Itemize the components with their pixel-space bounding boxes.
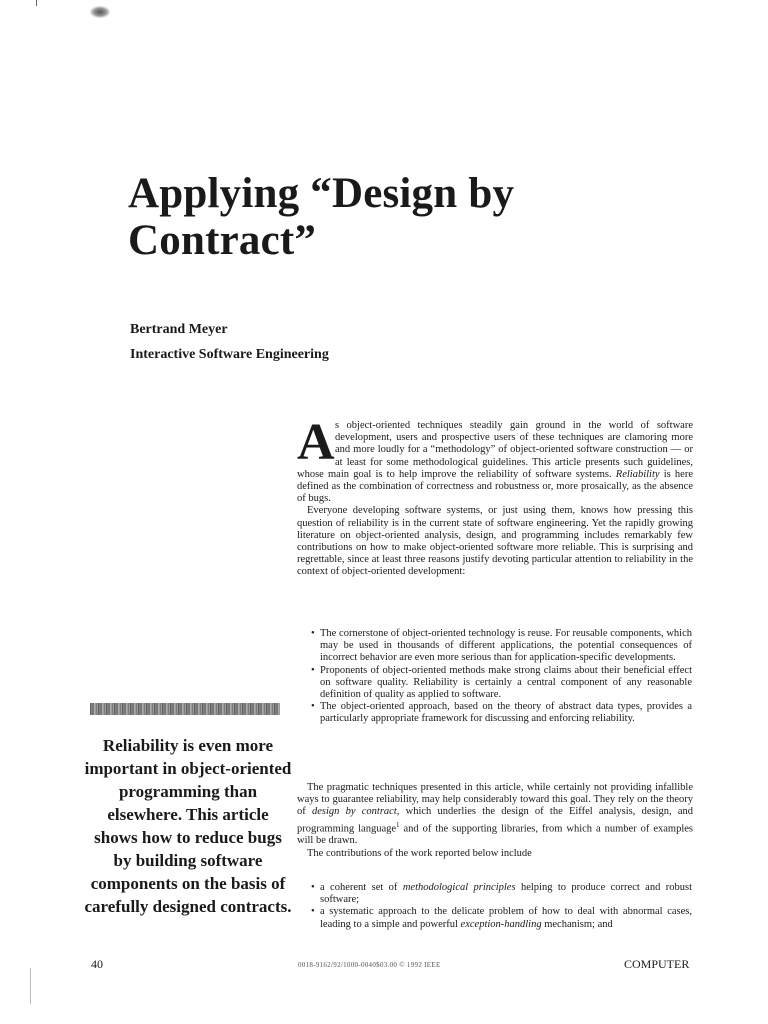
author-affiliation: Interactive Software Engineering bbox=[130, 347, 329, 362]
list-item-text: a systematic approach to the delicate problem of how to deal with abnormal cases, leading to a simple and powerful bbox=[320, 906, 692, 930]
article-title: Applying “Design by Contract” bbox=[128, 170, 515, 264]
bullet-glyph: • bbox=[311, 906, 315, 918]
intro-paragraph-1 bbox=[297, 414, 693, 505]
scan-smudge bbox=[90, 6, 110, 18]
drop-cap: A bbox=[297, 414, 335, 471]
intro-p1-emphasis: Reliability bbox=[615, 468, 660, 480]
intro-p1-text: s object-oriented techniques steadily gain ground in the world of software development, users and prospective users of these techniques are clamoring more and more loudly for a “methodology” of object-oriented software construction — or at least for some methodological guidelines. This article presents such guidelines, whose main goal is to help improve the reliability of software systems. bbox=[297, 420, 693, 480]
intro-text bbox=[297, 414, 693, 579]
magazine-name: COMPUTER bbox=[624, 957, 690, 971]
page-number: 40 bbox=[91, 957, 103, 971]
decorative-rule bbox=[90, 703, 280, 715]
list-item-emphasis: methodological principles bbox=[402, 882, 516, 893]
middle-paragraph-2: The contributions of the work reported below include bbox=[307, 847, 532, 859]
list-item bbox=[306, 628, 692, 665]
list-item-text: a coherent set of bbox=[320, 882, 403, 893]
footnote-marker: 1 bbox=[396, 820, 400, 829]
footer-issn-code: 0018-9162/92/1000-0040$03.00 © 1992 IEEE bbox=[298, 961, 441, 969]
pull-quote: Reliability is even more important in object-oriented programming than elsewhere. This article shows how to reduce bugs by building software components on the basis of carefully designed contracts. bbox=[84, 736, 292, 916]
intro-p1-text-end: is here defined as the combination of correctness and robustness or, more prosaically, as the absence of bugs. bbox=[297, 468, 693, 505]
middle-p1-emphasis: design by contract bbox=[311, 806, 397, 818]
list-item-text: Proponents of object-oriented methods make strong claims about their beneficial effect on software quality. Reliability is certainly a central component of any reasonable definition of quality as applied to software. bbox=[320, 664, 692, 701]
list-item bbox=[306, 701, 692, 725]
bullet-glyph: • bbox=[311, 701, 315, 713]
bullet-glyph: • bbox=[311, 882, 315, 893]
list-item-text: The object-oriented approach, based on the theory of abstract data types, provides a particularly appropriate framework for discussing and enforcing reliability. bbox=[320, 701, 692, 725]
list-item-emphasis: exception-handling bbox=[460, 918, 542, 930]
list-item-text-end: mechanism; and bbox=[541, 918, 613, 930]
middle-text bbox=[297, 782, 693, 860]
bullet-glyph: • bbox=[311, 664, 315, 676]
author-name: Bertrand Meyer bbox=[130, 322, 228, 337]
scan-tick-mark bbox=[36, 0, 37, 6]
middle-paragraph-1 bbox=[297, 782, 693, 848]
list-item-text-end: helping to produce correct and robust software; bbox=[320, 882, 692, 906]
middle-p1-text-2: , which underlies the design of the Eiffel analysis, design, and programming language bbox=[297, 806, 694, 835]
list-item-text: The cornerstone of object-oriented technology is reuse. For reusable components, which may be used in thousands of different applications, the potential consequences of incorrect behavior are even more serious than for application-specific developments. bbox=[320, 628, 692, 664]
scan-margin-line bbox=[30, 968, 31, 1004]
list-item bbox=[306, 882, 692, 906]
middle-p1-text: The pragmatic techniques presented in this article, while certainly not providing infallible ways to guarantee reliability, may help considerably toward this goal. They rely on the theory of bbox=[297, 782, 693, 818]
middle-p1-text-3: and of the supporting libraries, from which a number of examples will be drawn. bbox=[297, 823, 693, 847]
bullet-glyph: • bbox=[311, 628, 315, 639]
intro-paragraph-2: Everyone developing software systems, or just using them, knows how pressing this question of reliability is in the current state of software engineering. Yet the rapidly growing literature on object-oriented analysis, design, and programming includes remarkably few contributions on how to make object-oriented software more reliable. This is surprising and regrettable, since at least three reasons justify devoting particular attention to reliability in the context of object-oriented development: bbox=[297, 505, 693, 578]
list-item bbox=[306, 665, 692, 702]
contributions-list bbox=[306, 882, 692, 931]
list-item bbox=[306, 906, 692, 930]
reasons-list bbox=[306, 628, 692, 726]
